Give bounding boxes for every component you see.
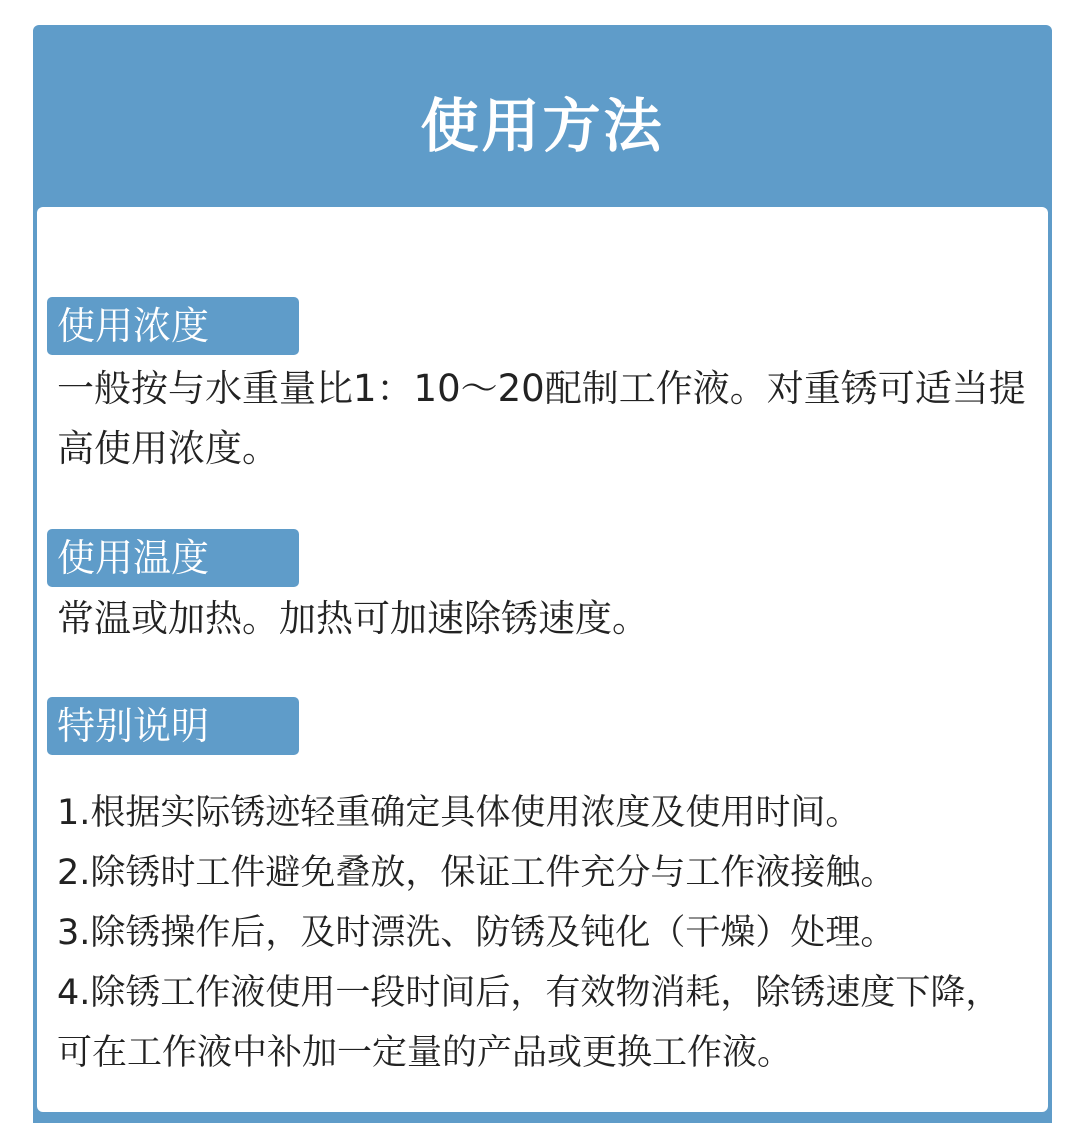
section-text-concentration: 一般按与水重量比1：10～20配制工作液。对重锈可适当提高使用浓度。 — [57, 367, 1026, 470]
card-header — [33, 25, 1052, 207]
notes-list — [57, 783, 1032, 1083]
section-heading-notes: 特别说明 — [47, 697, 299, 755]
section-heading-concentration: 使用浓度 — [47, 297, 299, 355]
list-item: 4.除锈工作液使用一段时间后，有效物消耗，除锈速度下降，可在工作液中补加一定量的产品或更换工作液。 — [57, 973, 1001, 1073]
section-heading-temperature: 使用温度 — [47, 529, 299, 587]
page-title: 使用方法 — [420, 92, 665, 160]
usage-card — [33, 25, 1052, 1123]
list-item: 3.除锈操作后，及时漂洗、防锈及钝化（干燥）处理。 — [57, 913, 896, 953]
card-body — [37, 207, 1048, 1112]
list-item: 2.除锈时工件避免叠放，保证工件充分与工作液接触。 — [57, 853, 896, 893]
section-text-temperature: 常温或加热。加热可加速除锈速度。 — [57, 597, 649, 640]
list-item: 1.根据实际锈迹轻重确定具体使用浓度及使用时间。 — [57, 793, 861, 833]
